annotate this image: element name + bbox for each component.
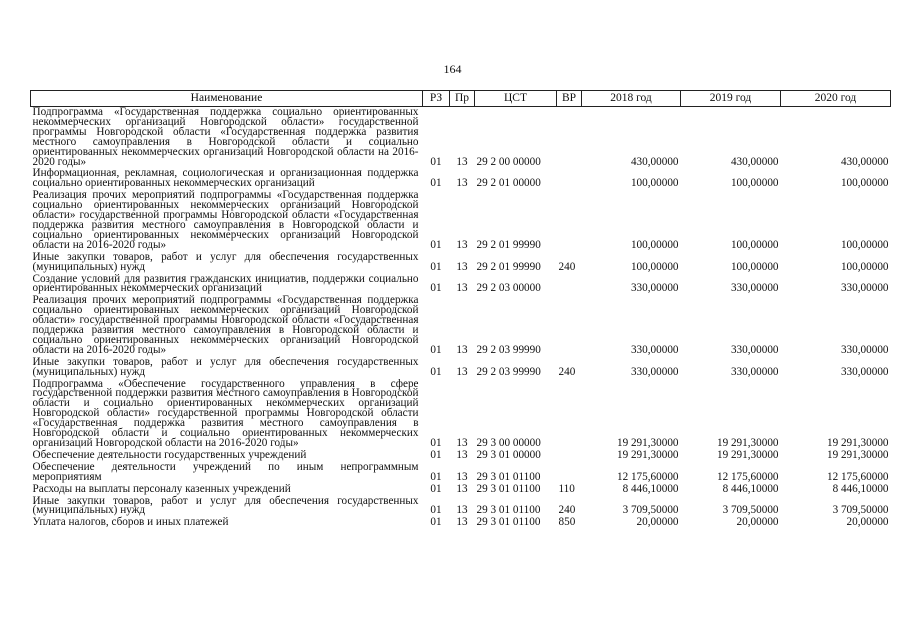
row-rz: 01 xyxy=(430,238,442,251)
row-2019: 330,00000 xyxy=(730,365,779,378)
row-2019: 100,00000 xyxy=(730,177,779,190)
row-2020: 100,00000 xyxy=(840,260,889,273)
table-header-row xyxy=(31,91,891,107)
row-2020: 100,00000 xyxy=(840,238,889,251)
row-vr xyxy=(557,295,582,356)
column-header-2019: 2019 год xyxy=(681,91,781,107)
row-name: Обеспечение деятельности учреждений по иным непрограммным мероприятиям xyxy=(32,460,419,483)
row-name: Реализация прочих мероприятий подпрограммы «Государственная поддержка социально ориентированных некоммерческих организаций Новгородской области» государственной программы Новгородской области «Государственная поддержка развития местного самоуправления в Новгородской области и социально ориентированных некоммерческих организаций Новгородской области на 2016-2020 годы» xyxy=(32,294,419,356)
row-rz: 01 xyxy=(430,177,442,190)
budget-table xyxy=(30,90,891,529)
row-pr: 13 xyxy=(456,437,468,449)
column-header-rz: РЗ xyxy=(423,91,450,107)
row-2019: 330,00000 xyxy=(730,343,779,356)
row-2019: 430,00000 xyxy=(730,155,779,168)
row-cst: 29 3 00 00000 xyxy=(476,437,541,449)
row-vr xyxy=(557,379,582,450)
row-cst: 29 2 01 99990 xyxy=(476,260,541,273)
column-header-2018: 2018 год xyxy=(582,91,681,107)
row-2018: 100,00000 xyxy=(630,260,679,273)
row-pr: 13 xyxy=(456,482,468,495)
row-name: Иные закупки товаров, работ и услуг для обеспечения государственных (муниципальных) нужд xyxy=(32,355,419,378)
row-2020: 3 709,50000 xyxy=(832,504,889,517)
row-rz: 01 xyxy=(430,282,442,295)
table-row xyxy=(31,517,891,529)
row-pr: 13 xyxy=(456,470,468,483)
row-pr: 13 xyxy=(456,260,468,273)
row-name: Обеспечение деятельности государственных учреждений xyxy=(32,448,307,461)
row-name: Подпрограмма «Государственная поддержка социально ориентированных некоммерческих организаций Новгородской области» государственной программы Новгородской области «Государственная поддержка развития местного самоуправления в Новгородской области и социально ориентированных некоммерческих организаций Новгородской области на 2016-2020 годы» xyxy=(32,106,419,168)
column-header-name: Наименование xyxy=(31,91,423,107)
row-2019: 19 291,30000 xyxy=(716,448,779,461)
table-row xyxy=(31,190,891,251)
row-2020: 330,00000 xyxy=(840,282,889,295)
row-name: Реализация прочих мероприятий подпрограммы «Государственная поддержка социально ориентированных некоммерческих организаций Новгородской области» государственной программы Новгородской области «Государственная поддержка развития местного самоуправления в Новгородской области и социально ориентированных некоммерческих организаций Новгородской области на 2016-2020 годы» xyxy=(32,189,419,251)
row-2019: 100,00000 xyxy=(730,260,779,273)
table-row xyxy=(31,357,891,379)
row-name: Подпрограмма «Обеспечение государственного управления в сфере государственной поддержки развития местного самоуправления в Новгородской области и социально ориентированных некоммерческих организаций Новгородской области» государственной программы Новгородской области «Государственная поддержка развития местного самоуправления в Новгородской области и социально ориентированных некоммерческих организаций Новгородской области на 2016-2020 годы» xyxy=(32,377,419,449)
row-rz: 01 xyxy=(430,470,442,483)
row-pr: 13 xyxy=(456,343,468,356)
row-rz: 01 xyxy=(430,482,442,495)
row-2019: 3 709,50000 xyxy=(722,504,779,517)
row-2020: 20,00000 xyxy=(846,516,889,529)
row-2020: 19 291,30000 xyxy=(826,448,889,461)
row-2020: 12 175,60000 xyxy=(826,470,889,483)
row-cst: 29 3 01 01100 xyxy=(476,470,541,483)
row-pr: 13 xyxy=(456,448,468,461)
row-2018: 3 709,50000 xyxy=(622,504,679,517)
row-2019: 330,00000 xyxy=(730,282,779,295)
column-header-2020: 2020 год xyxy=(781,91,891,107)
row-cst: 29 3 01 01100 xyxy=(476,504,541,517)
row-cst: 29 2 03 99990 xyxy=(476,365,541,378)
row-name: Иные закупки товаров, работ и услуг для обеспечения государственных (муниципальных) нужд xyxy=(32,494,419,517)
row-vr: 240 xyxy=(558,260,576,273)
row-2019: 20,00000 xyxy=(736,516,779,529)
row-rz: 01 xyxy=(430,504,442,517)
row-2020: 100,00000 xyxy=(840,177,889,190)
row-vr: 240 xyxy=(558,504,576,517)
column-header-vr: ВР xyxy=(557,91,582,107)
row-name: Иные закупки товаров, работ и услуг для обеспечения государственных (муниципальных) нужд xyxy=(32,250,419,273)
row-2018: 12 175,60000 xyxy=(616,470,679,483)
row-name: Создание условий для развития гражданских инициатив, поддержки социально ориентированных некоммерческих организаций xyxy=(32,272,419,295)
row-cst: 29 3 01 01100 xyxy=(476,482,541,495)
row-rz: 01 xyxy=(430,516,442,529)
row-vr xyxy=(557,450,582,462)
row-name: Уплата налогов, сборов и иных платежей xyxy=(32,516,229,529)
row-rz: 01 xyxy=(430,365,442,378)
row-rz: 01 xyxy=(430,260,442,273)
row-2018: 330,00000 xyxy=(630,343,679,356)
table-row xyxy=(31,484,891,496)
table-row xyxy=(31,168,891,190)
row-2018: 20,00000 xyxy=(636,516,679,529)
row-rz: 01 xyxy=(430,437,442,449)
row-2020: 430,00000 xyxy=(840,155,889,168)
row-pr: 13 xyxy=(456,365,468,378)
table-row xyxy=(31,107,891,169)
row-2018: 330,00000 xyxy=(630,365,679,378)
row-2019: 100,00000 xyxy=(730,238,779,251)
row-cst: 29 3 01 00000 xyxy=(476,448,541,461)
row-pr: 13 xyxy=(456,504,468,517)
row-2019: 19 291,30000 xyxy=(716,437,779,449)
row-pr: 13 xyxy=(456,282,468,295)
row-vr xyxy=(557,168,582,190)
row-2020: 330,00000 xyxy=(840,343,889,356)
row-2018: 19 291,30000 xyxy=(616,437,679,449)
row-cst: 29 2 03 99990 xyxy=(476,343,541,356)
row-2020: 8 446,10000 xyxy=(832,482,889,495)
row-2018: 100,00000 xyxy=(630,238,679,251)
table-row xyxy=(31,274,891,296)
row-2018: 19 291,30000 xyxy=(616,448,679,461)
row-vr xyxy=(557,274,582,296)
table-row xyxy=(31,252,891,274)
row-rz: 01 xyxy=(430,155,442,168)
column-header-pr: Пр xyxy=(450,91,475,107)
table-row xyxy=(31,462,891,484)
row-rz: 01 xyxy=(430,343,442,356)
row-vr xyxy=(557,462,582,484)
row-2018: 100,00000 xyxy=(630,177,679,190)
row-2019: 12 175,60000 xyxy=(716,470,779,483)
row-2020: 19 291,30000 xyxy=(826,437,889,449)
row-cst: 29 3 01 01100 xyxy=(476,516,541,529)
row-2018: 430,00000 xyxy=(630,155,679,168)
row-name: Информационная, рекламная, социологическая и организационная поддержка социально ориентированных некоммерческих организаций xyxy=(32,167,419,190)
row-2018: 8 446,10000 xyxy=(622,482,679,495)
row-cst: 29 2 00 00000 xyxy=(476,155,541,168)
table-row xyxy=(31,295,891,356)
row-pr: 13 xyxy=(456,516,468,529)
row-pr: 13 xyxy=(456,177,468,190)
row-cst: 29 2 03 00000 xyxy=(476,282,541,295)
row-cst: 29 2 01 99990 xyxy=(476,238,541,251)
column-header-cst: ЦСТ xyxy=(475,91,557,107)
table-row xyxy=(31,379,891,450)
row-vr: 110 xyxy=(558,482,575,495)
row-2020: 330,00000 xyxy=(840,365,889,378)
row-pr: 13 xyxy=(456,238,468,251)
page-number: 164 xyxy=(443,62,462,76)
row-vr xyxy=(557,190,582,251)
table-row xyxy=(31,496,891,518)
row-vr xyxy=(557,107,582,169)
row-name: Расходы на выплаты персоналу казенных учреждений xyxy=(32,482,291,495)
row-rz: 01 xyxy=(430,448,442,461)
row-2018: 330,00000 xyxy=(630,282,679,295)
row-cst: 29 2 01 00000 xyxy=(476,177,541,190)
row-2019: 8 446,10000 xyxy=(722,482,779,495)
row-vr: 850 xyxy=(558,516,576,529)
row-vr: 240 xyxy=(558,365,576,378)
row-pr: 13 xyxy=(456,155,468,168)
